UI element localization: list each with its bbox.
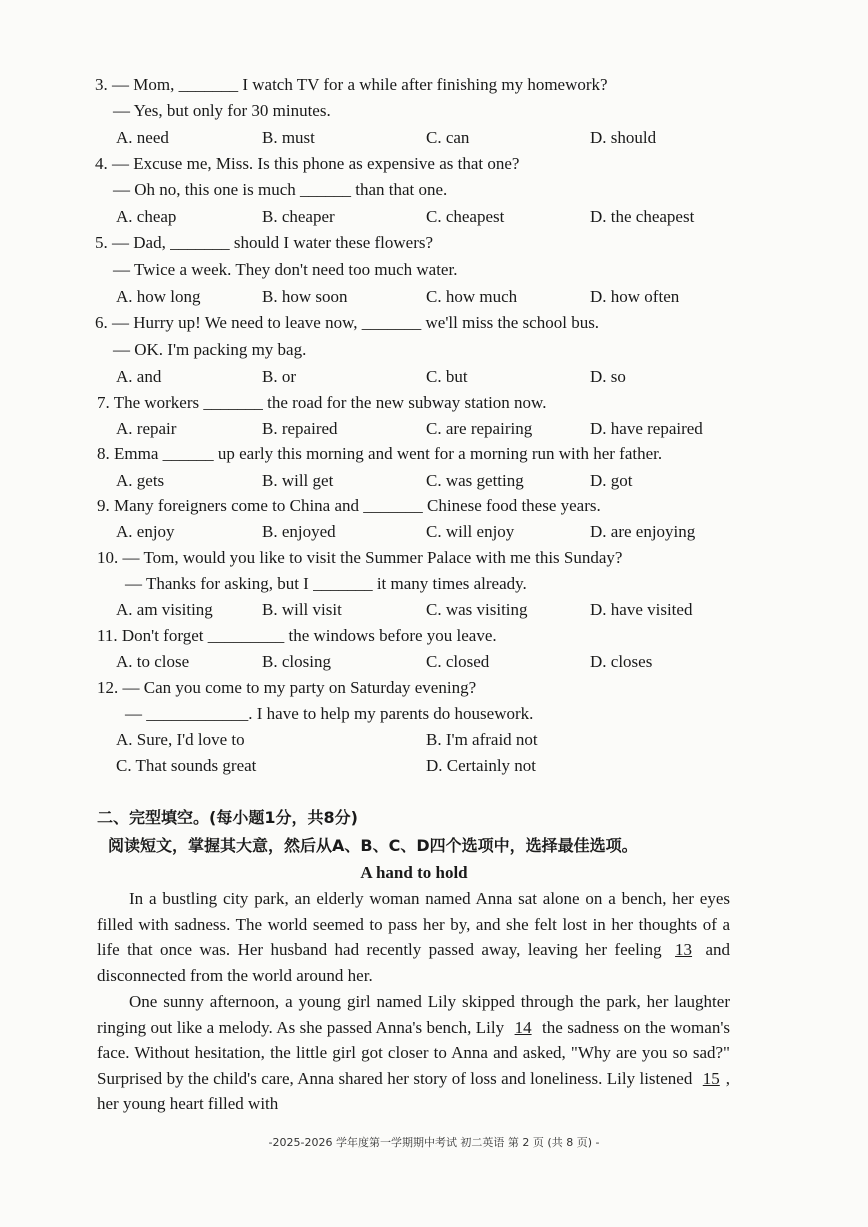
- paragraph-text: , her young heart filled with: [97, 1068, 730, 1114]
- option-b: B. must: [262, 128, 315, 147]
- option-c: C. was getting: [426, 471, 524, 490]
- option-b: B. I'm afraid not: [426, 730, 538, 749]
- option-d: D. Certainly not: [426, 756, 537, 775]
- question-reply: — Oh no, this one is much ______ than that one.: [113, 180, 448, 199]
- option-a: A. need: [116, 128, 169, 147]
- option-c: C. will enjoy: [426, 522, 515, 541]
- option-c: C. but: [426, 367, 468, 386]
- option-a: A. gets: [116, 471, 165, 490]
- option-a: A. repair: [116, 419, 177, 438]
- blank-13: 13: [675, 940, 693, 960]
- section-instruction: 阅读短文，掌握其大意，然后从A、B、C、D四个选项中，选择最佳选项。: [108, 836, 638, 855]
- option-b: B. closing: [262, 652, 331, 671]
- option-c: C. cheapest: [426, 207, 505, 226]
- option-a: A. how long: [116, 287, 201, 306]
- page-footer: -2025-2026 学年度第一学期期中考试 初二英语 第 2 页 (共 8 页) -: [268, 1136, 600, 1149]
- option-b: B. how soon: [262, 287, 348, 306]
- question-stem: 6. — Hurry up! We need to leave now, _______ we'll miss the school bus.: [95, 313, 600, 332]
- question-stem: 7. The workers _______ the road for the new subway station now.: [97, 393, 547, 412]
- paragraph-text: In a bustling city park, an elderly woman named Anna sat alone on a bench, her eyes filled with sadness. The world seemed to pass her by, and she felt lost in her thoughts of a life that once was. Her husband had recently passed away, leaving her feeling: [97, 889, 730, 960]
- option-b: B. or: [262, 367, 296, 386]
- question-stem: 4. — Excuse me, Miss. Is this phone as expensive as that one?: [95, 154, 520, 173]
- paragraph-text: One sunny afternoon, a young girl named Lily skipped through the park, her laughter ringing out like a melody. As she passed Anna's bench, Lily: [97, 992, 730, 1037]
- question-stem: 12. — Can you come to my party on Saturday evening?: [97, 678, 477, 697]
- passage-paragraph-1: [97, 886, 730, 988]
- question-stem: 5. — Dad, _______ should I water these flowers?: [95, 233, 434, 252]
- paragraph-text: the sadness on the woman's face. Without hesitation, the little girl got closer to Anna and asked, "Why are you so sad?" Surprised by the child's care, Anna shared her story of loss and loneliness. Lily listened: [97, 1017, 730, 1088]
- passage-paragraph-2: [97, 989, 730, 1117]
- option-a: A. and: [116, 367, 162, 386]
- question-stem: 3. — Mom, _______ I watch TV for a while after finishing my homework?: [95, 75, 608, 94]
- option-c: C. can: [426, 128, 470, 147]
- option-c: C. are repairing: [426, 419, 533, 438]
- blank-15: 15: [702, 1068, 720, 1088]
- option-d: D. have repaired: [590, 419, 703, 438]
- option-a: A. enjoy: [116, 522, 175, 541]
- option-b: B. enjoyed: [262, 522, 336, 541]
- option-b: B. cheaper: [262, 207, 335, 226]
- question-reply: — Twice a week. They don't need too much water.: [113, 260, 458, 279]
- option-d: D. how often: [590, 287, 680, 306]
- question-stem: 10. — Tom, would you like to visit the Summer Palace with me this Sunday?: [97, 548, 623, 567]
- option-d: D. so: [590, 367, 626, 386]
- blank-14: 14: [514, 1017, 532, 1037]
- option-a: A. am visiting: [116, 600, 213, 619]
- option-c: C. That sounds great: [116, 756, 257, 775]
- option-a: A. to close: [116, 652, 190, 671]
- option-d: D. are enjoying: [590, 522, 696, 541]
- section-title: 二、完型填空。(每小题1分，共8分): [97, 808, 358, 827]
- option-c: C. closed: [426, 652, 490, 671]
- question-reply: — OK. I'm packing my bag.: [113, 340, 307, 359]
- option-b: B. will get: [262, 471, 334, 490]
- option-d: D. should: [590, 128, 657, 147]
- question-reply: — Yes, but only for 30 minutes.: [113, 101, 331, 120]
- option-c: C. how much: [426, 287, 518, 306]
- question-reply: — ____________. I have to help my parents do housework.: [125, 704, 534, 723]
- passage-title: A hand to hold: [360, 863, 468, 882]
- question-reply: — Thanks for asking, but I _______ it many times already.: [125, 574, 527, 593]
- question-stem: 9. Many foreigners come to China and _______ Chinese food these years.: [97, 496, 601, 515]
- paragraph-text: and disconnected from the world around her.: [97, 940, 731, 985]
- option-b: B. will visit: [262, 600, 342, 619]
- option-c: C. was visiting: [426, 600, 528, 619]
- option-d: D. closes: [590, 652, 653, 671]
- option-a: A. cheap: [116, 207, 177, 226]
- option-a: A. Sure, I'd love to: [116, 730, 245, 749]
- question-stem: 8. Emma ______ up early this morning and went for a morning run with her father.: [97, 444, 663, 463]
- option-d: D. have visited: [590, 600, 693, 619]
- question-stem: 11. Don't forget _________ the windows before you leave.: [97, 626, 497, 645]
- option-d: D. got: [590, 471, 633, 490]
- option-d: D. the cheapest: [590, 207, 695, 226]
- option-b: B. repaired: [262, 419, 338, 438]
